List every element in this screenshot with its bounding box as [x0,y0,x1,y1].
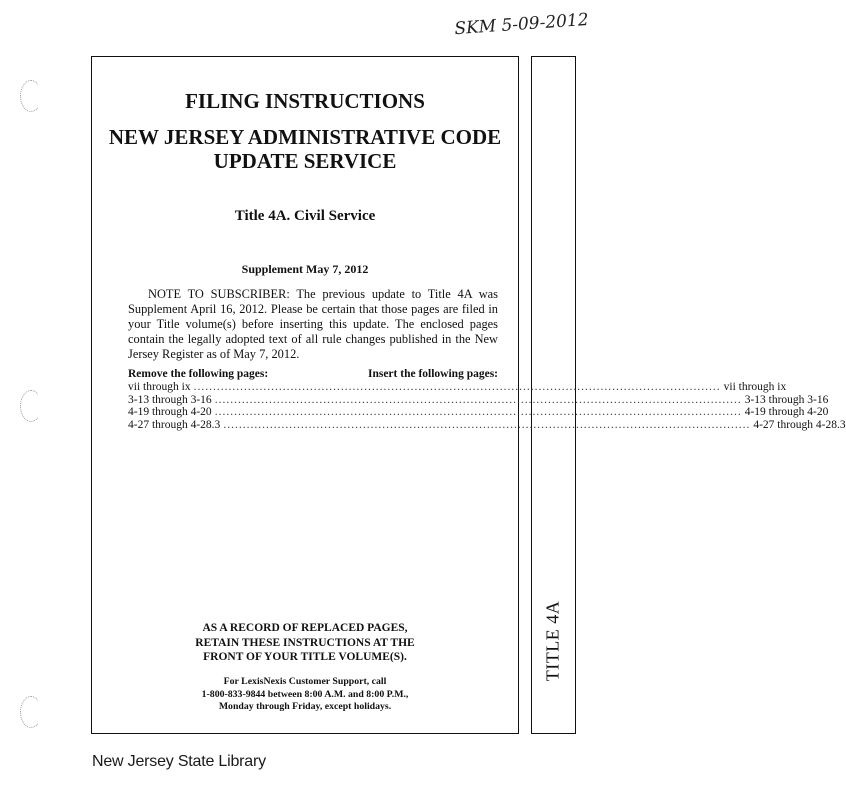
table-header [128,368,498,381]
record-notice [91,621,519,665]
insert-pages: 3-13 through 3-16 [744,393,829,406]
insert-pages: 4-19 through 4-20 [744,406,829,419]
dot-leader: ........................................................................................................................................ [214,393,742,406]
record-line: RETAIN THESE INSTRUCTIONS AT THE [195,636,415,649]
page-replacement-table [128,368,846,431]
title-heading: Title 4A. Civil Service [234,208,376,224]
record-line: FRONT OF YOUR TITLE VOLUME(S). [203,651,407,663]
table-row [128,418,846,432]
support-line: For LexisNexis Customer Support, call [223,676,387,687]
insert-pages: 4-27 through 4-28.3 [753,418,846,431]
dot-leader: ........................................................................................................................................ [223,418,751,431]
remove-column-header: Remove the following pages: [128,368,269,380]
handwritten-note: SKM 5-09-2012 [453,9,590,40]
punch-hole-bottom [20,696,42,728]
dot-leader: ........................................................................................................................................ [214,406,742,419]
remove-pages: 4-27 through 4-28.3 [128,418,221,431]
remove-pages: vii through ix [128,381,191,393]
remove-pages: 4-19 through 4-20 [128,406,212,419]
support-line: Monday through Friday, except holidays. [218,701,392,712]
subscriber-note: NOTE TO SUBSCRIBER: The previous update to Title 4A was Supplement April 16, 2012. Please be certain that those pages are filed in your Title volume(s) before inserting this update. The enclosed pages contain the legally adopted text of all rule changes published in the New Jersey Register as of May 7, 2012. [128,287,498,361]
side-tab-label: TITLE 4A [542,600,563,682]
customer-support-info [91,676,519,714]
dot-leader: ........................................................................................................................................ [193,381,721,393]
table-row [128,393,829,407]
remove-pages: 3-13 through 3-16 [128,393,212,406]
supplement-date: Supplement May 7, 2012 [241,262,369,276]
punch-hole-middle [20,390,42,422]
filing-instructions-heading: FILING INSTRUCTIONS [185,89,425,113]
record-line: AS A RECORD OF REPLACED PAGES, [202,622,408,634]
table-row [128,381,787,394]
code-heading-line1: NEW JERSEY ADMINISTRATIVE CODE [108,125,502,149]
library-footer: New Jersey State Library [92,753,266,770]
table-row [128,406,829,419]
code-heading-line2: UPDATE SERVICE [213,149,397,173]
support-line: 1-800-833-9844 between 8:00 A.M. and 8:00 P.M., [201,688,409,700]
punch-hole-top [20,80,42,112]
insert-column-header: Insert the following pages: [367,368,498,380]
insert-pages: vii through ix [723,381,787,393]
code-heading [91,125,519,173]
